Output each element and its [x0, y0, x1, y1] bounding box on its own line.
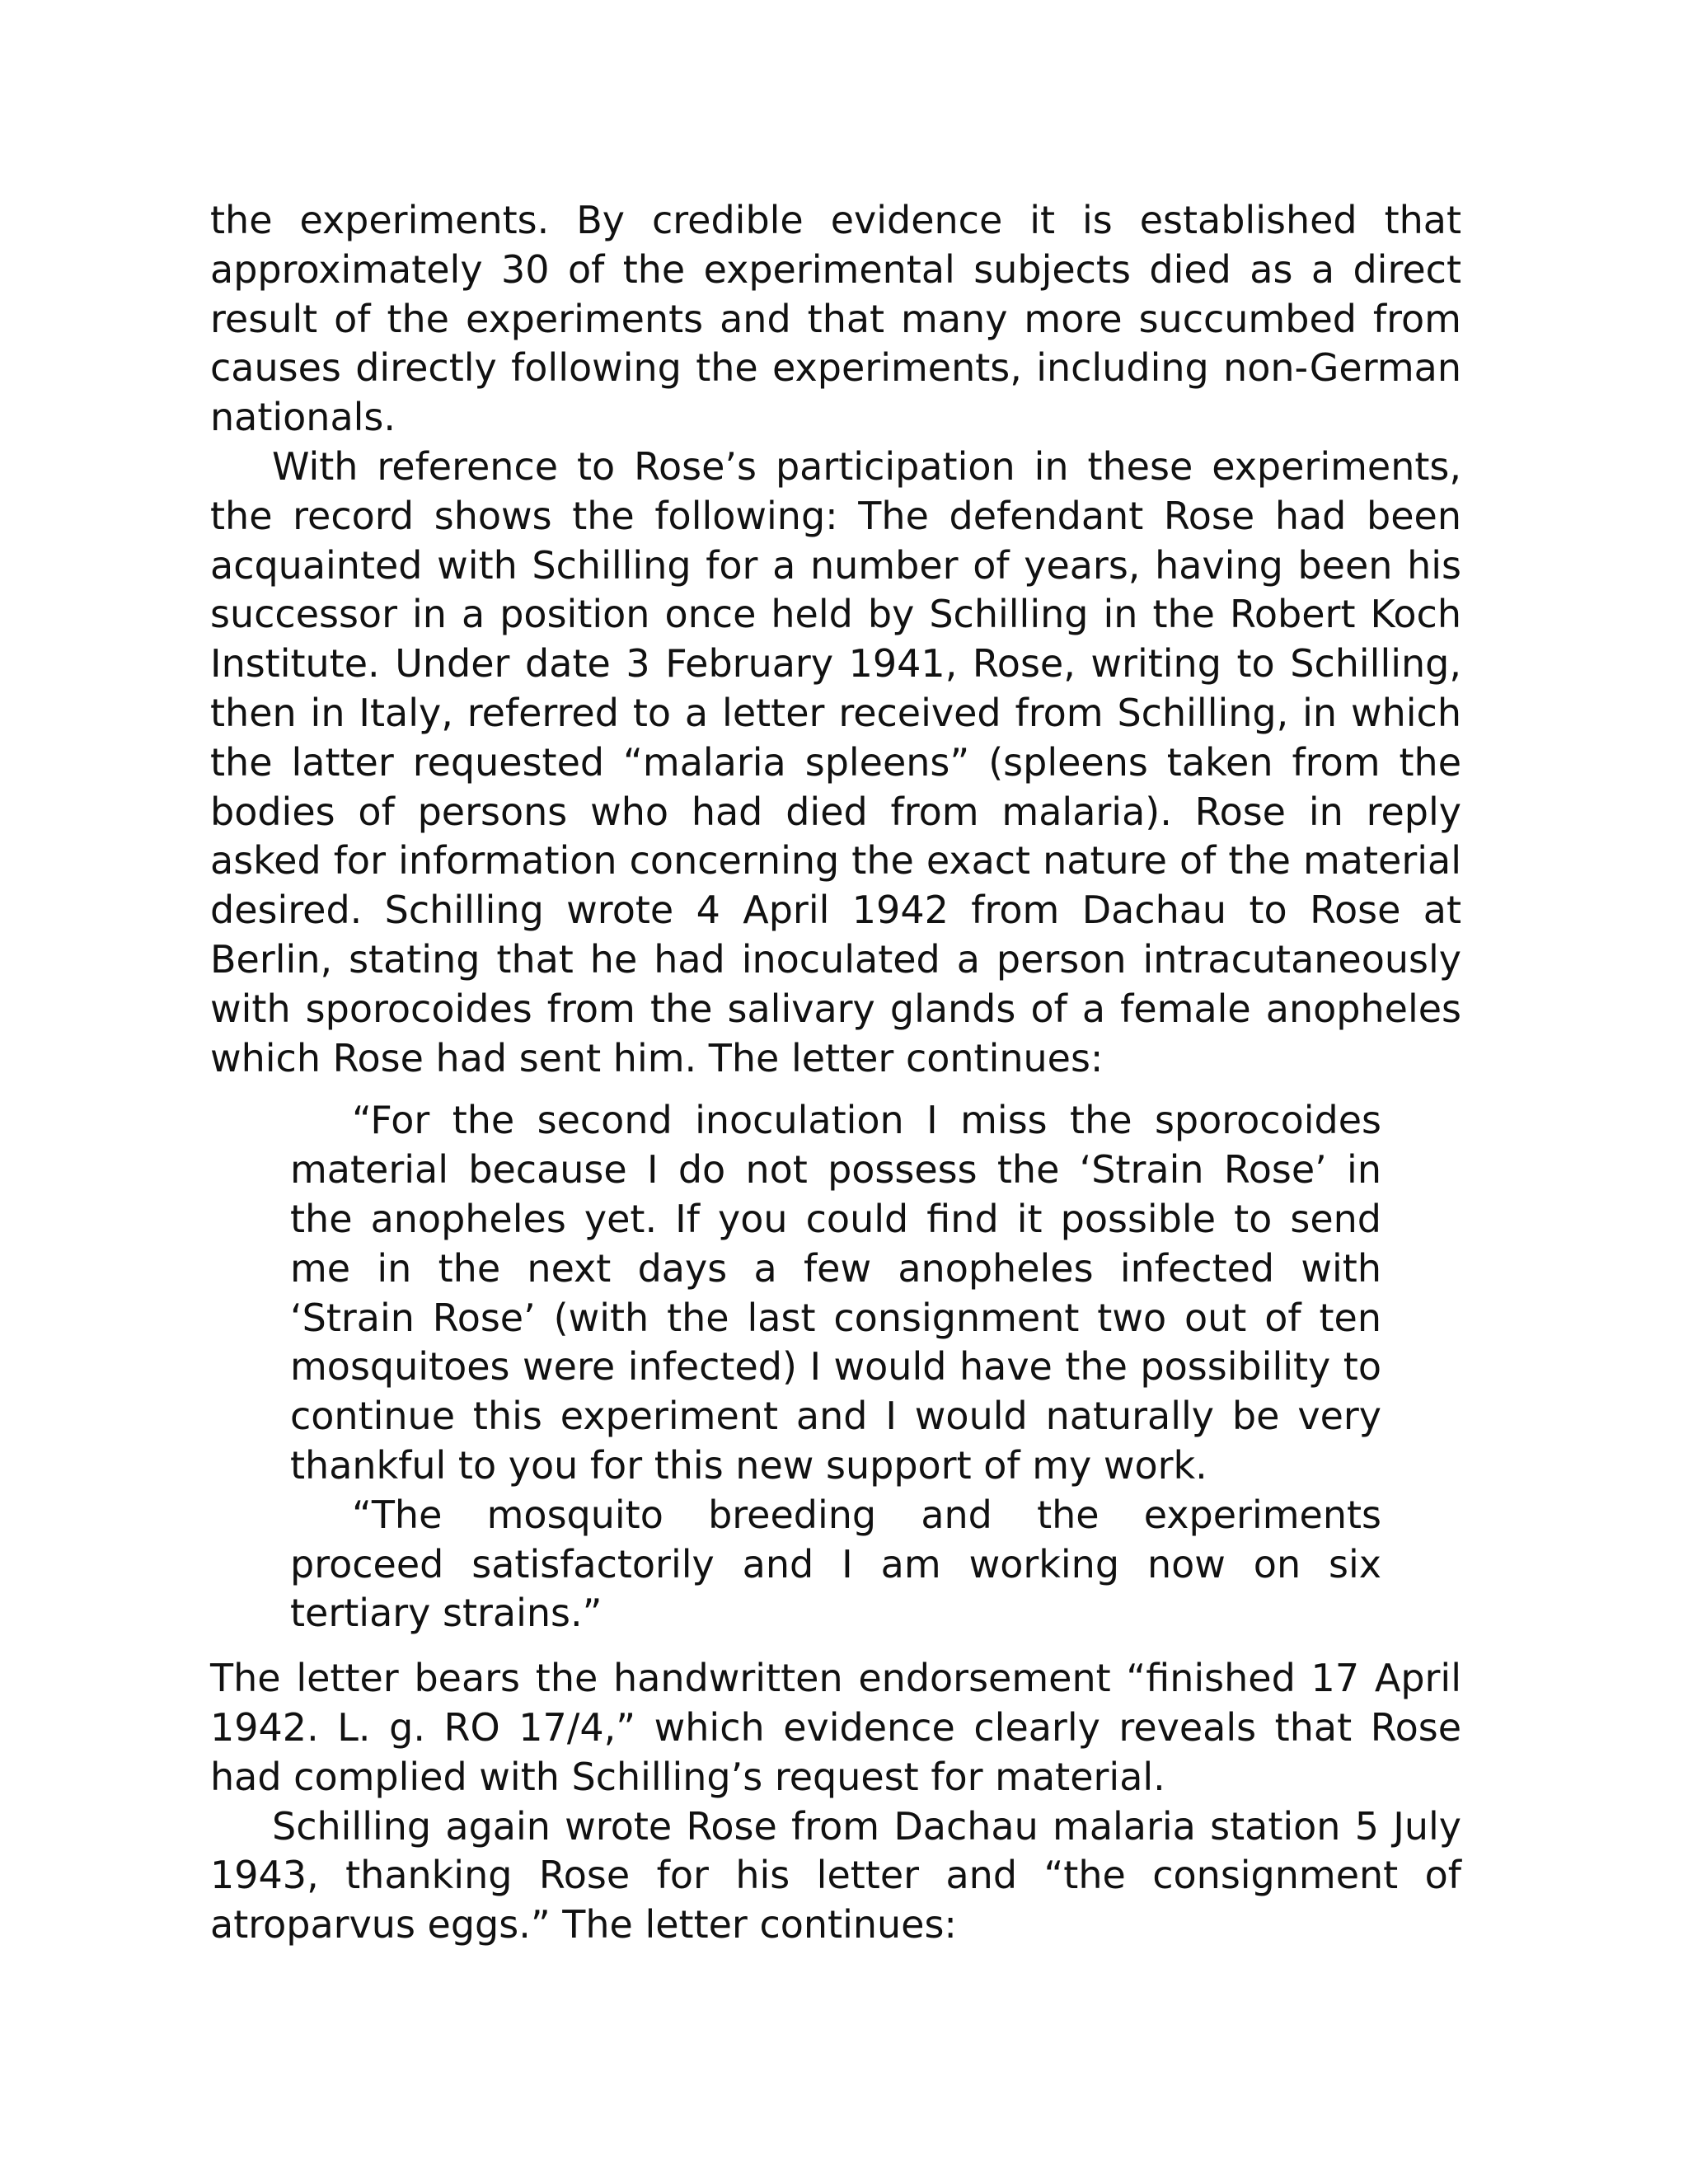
quote-paragraph-mosquito-breeding: “The mosquito breeding and the experiments proceed satisfactorily and I am working now on six tertiary strains.” [290, 1492, 1381, 1636]
paragraph-handwritten-endorsement: The letter bears the handwritten endorsement “finished 17 April 1942. L. g. RO 17/4,” which evidence clearly reveals that Rose had complied with Schilling’s request for material. [210, 1656, 1461, 1799]
letter-quotation [290, 1096, 1381, 1638]
body-text [210, 196, 1461, 1950]
quote-paragraph-inoculation: “For the second inoculation I miss the sporocoides material because I do not possess the ‘Strain Rose’ in the anopheles yet. If you could find it possible to send me in the next days a few anopheles infected with ‘Strain Rose’ (with the last consignment two out of ten mosquitoes were infected) I would have the possibility to continue this experiment and I would naturally be very thankful to you for this new support of my work. [290, 1098, 1381, 1488]
paragraph-experiments-deaths: the experiments. By credible evidence it is established that approximately 30 of the experimental subjects died as a direct result of the experiments and that many more succumbed from causes directly following the experiments, including non-German nationals. [210, 198, 1461, 440]
paragraph-schilling-again-wrote: Schilling again wrote Rose from Dachau malaria station 5 July 1943, thanking Rose for his letter and “the consignment of atroparvus eggs.” The letter continues: [210, 1803, 1461, 1947]
paragraph-rose-participation: With reference to Rose’s participation in these experiments, the record shows the following: The defendant Rose had been acquainted with Schilling for a number of years, having been his successor in a position once held by Schilling in the Robert Koch Institute. Under date 3 February 1941, Rose, writing to Schilling, then in Italy, referred to a letter received from Schilling, in which the latter requested “malaria spleens” (spleens taken from the bodies of persons who had died from malaria). Rose in reply asked for information concerning the exact nature of the material desired. Schilling wrote 4 April 1942 from Dachau to Rose at Berlin, stating that he had inoculated a person intracutaneously with sporocoides from the salivary glands of a female anopheles which Rose had sent him. The letter continues: [210, 443, 1461, 1080]
